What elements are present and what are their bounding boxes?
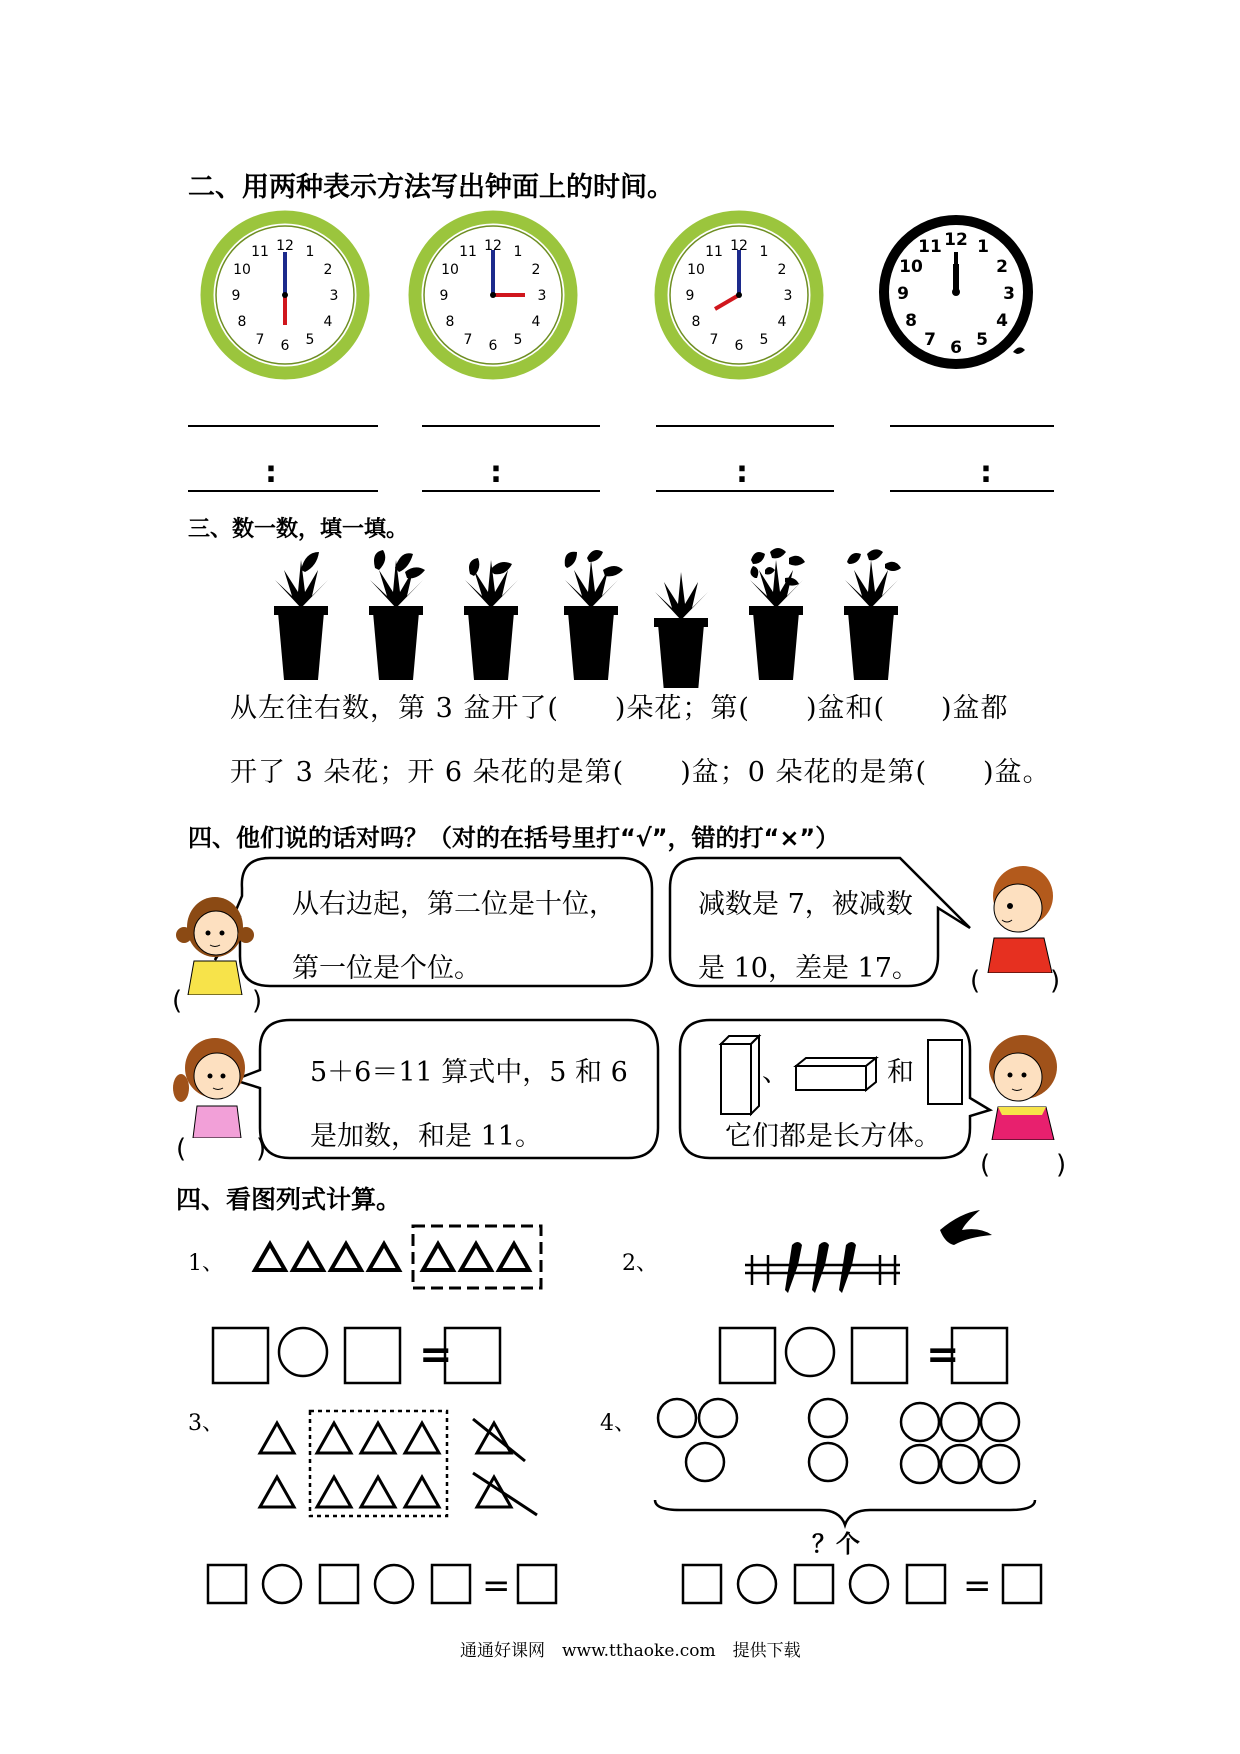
bubble4-separator: 、 xyxy=(762,1057,789,1088)
svg-text:2: 2 xyxy=(531,262,541,278)
answer-line xyxy=(656,425,834,427)
svg-text:6: 6 xyxy=(488,338,498,354)
svg-text:3: 3 xyxy=(537,288,547,304)
svg-text:2: 2 xyxy=(996,257,1008,277)
problem-4-label: 4、 xyxy=(600,1411,636,1436)
question-count-label: ？个 xyxy=(812,1530,860,1558)
footer-text: 通通好课网 www.tthaoke.com 提供下载 xyxy=(460,1641,801,1661)
equation-2 xyxy=(712,1320,1022,1390)
svg-text:10: 10 xyxy=(687,262,705,278)
pot-4 xyxy=(564,550,623,680)
svg-text:12: 12 xyxy=(944,230,968,250)
answer-line xyxy=(188,425,378,427)
pot-3 xyxy=(464,558,518,680)
answer-paren-open: ( xyxy=(176,1134,187,1164)
girl-3-illustration xyxy=(968,1025,1068,1140)
equals-sign: = xyxy=(926,1332,960,1378)
section5-title: 四、看图列式计算。 xyxy=(176,1185,402,1214)
bubble3-line2: 是加数，和是 11。 xyxy=(310,1121,542,1152)
equation-3 xyxy=(200,1555,570,1625)
problem-2-label: 2、 xyxy=(622,1251,658,1276)
svg-text:4: 4 xyxy=(531,314,541,330)
rectangle-shape xyxy=(928,1040,962,1104)
svg-text:8: 8 xyxy=(905,311,917,331)
bubble1-line2: 第一位是个位。 xyxy=(292,953,481,984)
section3-title: 三、数一数，填一填。 xyxy=(188,517,409,542)
svg-text:5: 5 xyxy=(759,332,769,348)
svg-text:4: 4 xyxy=(996,311,1008,331)
svg-text:3: 3 xyxy=(783,288,793,304)
problem-3-triangles xyxy=(255,1405,545,1520)
bubble4-and: 和 xyxy=(887,1057,914,1088)
time-colon: : xyxy=(490,455,502,490)
problem-1-triangles xyxy=(245,1220,550,1295)
problem-2-birds xyxy=(740,1205,1020,1300)
equals-sign: = xyxy=(963,1566,992,1606)
bubble2-line1: 减数是 7，被减数 xyxy=(698,889,913,920)
time-colon: : xyxy=(980,455,992,490)
boy-1-illustration xyxy=(968,858,1068,973)
svg-text:4: 4 xyxy=(777,314,787,330)
clock-3-oclock xyxy=(408,210,578,380)
cuboid-shapes xyxy=(716,1030,976,1120)
svg-text:5: 5 xyxy=(976,330,988,350)
pot-2 xyxy=(369,550,425,680)
svg-text:6: 6 xyxy=(280,338,290,354)
svg-text:8: 8 xyxy=(445,314,455,330)
answer-line xyxy=(890,425,1054,427)
equals-sign: = xyxy=(419,1332,453,1378)
svg-text:9: 9 xyxy=(439,288,449,304)
svg-text:10: 10 xyxy=(233,262,251,278)
problem-1-label: 1、 xyxy=(188,1251,224,1276)
time-colon: : xyxy=(736,455,748,490)
section3-line1: 从左往右数，第 3 盆开了( )朵花；第( )盆和( )盆都 xyxy=(230,693,1009,724)
svg-text:12: 12 xyxy=(730,238,748,254)
equation-4 xyxy=(675,1555,1045,1625)
clock-12-oclock-black xyxy=(878,212,1038,377)
svg-text:12: 12 xyxy=(276,238,294,254)
pot-5 xyxy=(654,572,708,688)
svg-text:1: 1 xyxy=(513,244,523,260)
svg-text:11: 11 xyxy=(918,237,942,257)
svg-text:5: 5 xyxy=(305,332,315,348)
girl-1-illustration xyxy=(170,885,260,995)
answer-paren-open: ( xyxy=(172,986,183,1016)
svg-text:9: 9 xyxy=(685,288,695,304)
svg-text:1: 1 xyxy=(305,244,315,260)
section3-line2: 开了 3 朵花；开 6 朵花的是第( )盆；0 朵花的是第( )盆。 xyxy=(230,757,1051,788)
svg-text:8: 8 xyxy=(237,314,247,330)
svg-text:7: 7 xyxy=(255,332,265,348)
svg-text:11: 11 xyxy=(705,244,723,260)
svg-text:10: 10 xyxy=(899,257,923,277)
svg-text:9: 9 xyxy=(897,284,909,304)
svg-text:7: 7 xyxy=(924,330,936,350)
pot-6 xyxy=(749,548,805,680)
section4-title: 四、他们说的话对吗？（对的在括号里打“√”，错的打“×”） xyxy=(188,824,840,852)
svg-text:6: 6 xyxy=(734,338,744,354)
svg-text:3: 3 xyxy=(329,288,339,304)
time-colon: : xyxy=(265,455,277,490)
svg-text:2: 2 xyxy=(777,262,787,278)
answer-paren-close: ) xyxy=(252,986,263,1016)
svg-text:11: 11 xyxy=(251,244,269,260)
girl-2-illustration xyxy=(165,1028,265,1138)
answer-line xyxy=(188,490,378,492)
clock-8-oclock xyxy=(654,210,824,380)
tall-cuboid xyxy=(721,1036,759,1114)
equation-1 xyxy=(205,1320,515,1390)
bubble3-line1: 5＋6＝11 算式中，5 和 6 xyxy=(310,1057,628,1088)
svg-text:1: 1 xyxy=(977,237,989,257)
svg-text:3: 3 xyxy=(1003,284,1015,304)
pot-7 xyxy=(844,549,901,680)
answer-line xyxy=(656,490,834,492)
svg-text:10: 10 xyxy=(441,262,459,278)
answer-paren-close: ) xyxy=(1050,966,1061,996)
answer-line xyxy=(422,490,600,492)
flower-pots-illustration xyxy=(265,548,955,688)
bubble4-line2: 它们都是长方体。 xyxy=(725,1121,941,1152)
svg-text:4: 4 xyxy=(323,314,333,330)
bubble2-line2: 是 10，差是 17。 xyxy=(698,953,919,984)
answer-line xyxy=(422,425,600,427)
bubble1-line1: 从右边起，第二位是十位， xyxy=(292,889,616,920)
section2-title: 二、用两种表示方法写出钟面上的时间。 xyxy=(188,172,674,203)
pot-1 xyxy=(274,552,328,680)
svg-text:1: 1 xyxy=(759,244,769,260)
svg-text:11: 11 xyxy=(459,244,477,260)
clock-12-oclock xyxy=(200,210,370,380)
svg-text:7: 7 xyxy=(463,332,473,348)
answer-paren-close: ) xyxy=(1056,1150,1067,1180)
svg-text:9: 9 xyxy=(231,288,241,304)
problem-3-label: 3、 xyxy=(188,1411,224,1436)
svg-text:12: 12 xyxy=(484,238,502,254)
svg-text:5: 5 xyxy=(513,332,523,348)
answer-paren-close: ) xyxy=(256,1134,267,1164)
answer-paren-open: ( xyxy=(980,1150,991,1180)
equals-sign: = xyxy=(482,1566,511,1606)
svg-text:6: 6 xyxy=(950,338,962,358)
svg-text:2: 2 xyxy=(323,262,333,278)
answer-line xyxy=(890,490,1054,492)
svg-text:8: 8 xyxy=(691,314,701,330)
flat-cuboid xyxy=(796,1058,876,1090)
svg-text:7: 7 xyxy=(709,332,719,348)
answer-paren-open: ( xyxy=(970,966,981,996)
